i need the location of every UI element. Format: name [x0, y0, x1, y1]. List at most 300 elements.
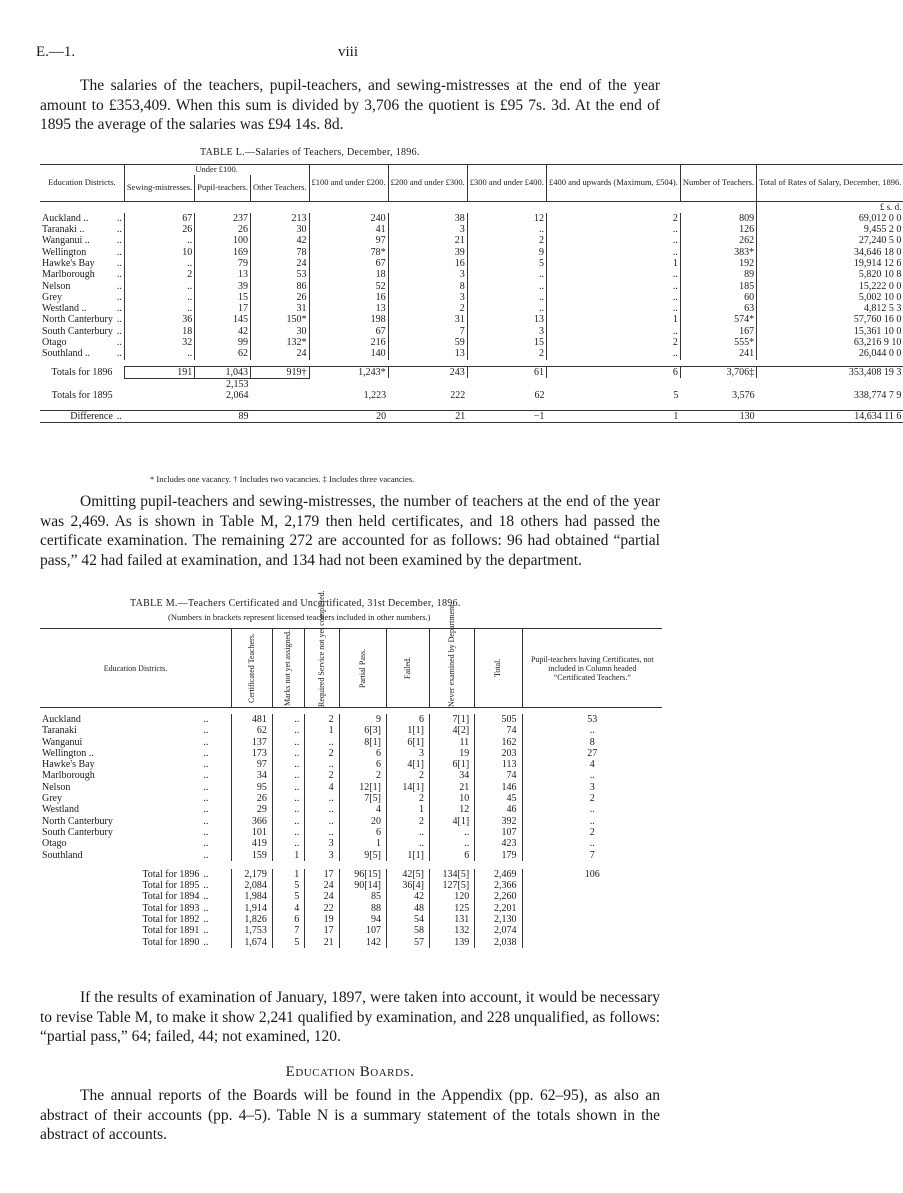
header-districts: Education Districts. [40, 165, 124, 202]
table-l-cell: 69,012 0 0 [757, 213, 903, 224]
table-m-cell: 2 [522, 793, 662, 804]
table-m-cell: 1[1] [386, 725, 429, 736]
table-m-cell: 24 [305, 880, 339, 891]
table-m-cell: .. [305, 816, 339, 827]
table-m-cell: 2 [305, 714, 339, 725]
table-m-cell: 1 [339, 838, 386, 849]
district-name: Hawke's Bay [42, 759, 95, 771]
table-m-row [40, 816, 662, 827]
table-m-cell: 131 [430, 914, 475, 925]
table-m-cell: 419 [232, 838, 273, 849]
table-l-cell: .. [116, 325, 122, 337]
table-m-cell: 159 [232, 850, 273, 861]
table-l-cell: .. [467, 303, 546, 314]
table-m-cell: 1,674 [232, 937, 273, 948]
district-name: North Canterbury [42, 314, 113, 326]
table-l-cell: 216 [309, 337, 388, 348]
table-m-cell: .. [203, 868, 209, 880]
table-l-cell: .. [116, 291, 122, 303]
district-name: Auckland .. [42, 212, 89, 224]
table-l-row [40, 281, 903, 292]
table-m-cell: 58 [386, 925, 429, 936]
table-m-cell: .. [272, 714, 304, 725]
table-l-cell: 67 [309, 326, 388, 337]
difference-total: 14,634 11 6 [757, 410, 903, 422]
table-l-cell: 9,455 2 0 [757, 224, 903, 235]
combined-row [40, 379, 903, 390]
table-m-cell: 139 [430, 937, 475, 948]
table-m-cell: 57 [386, 937, 429, 948]
table-m-cell: 26 [232, 793, 273, 804]
table-m-cell: 2,469 [475, 869, 522, 880]
district-name: Nelson [42, 280, 71, 292]
table-m-cell: 107 [475, 827, 522, 838]
table-l-cell: .. [546, 235, 680, 246]
table-m-cell: 120 [430, 891, 475, 902]
table-l-cell: 34,646 18 0 [757, 247, 903, 258]
table-m-cell: 134[5] [430, 869, 475, 880]
table-l-cell: 15 [467, 337, 546, 348]
table-m-cell: 48 [386, 903, 429, 914]
totals-1896-300: 61 [467, 366, 546, 378]
table-m-cell: 2 [522, 827, 662, 838]
table-l-cell: 150* [250, 314, 309, 325]
table-l-cell: .. [116, 212, 122, 224]
table-m-cell: 2 [305, 748, 339, 759]
table-m-cell [522, 891, 662, 902]
table-l-cell: .. [546, 348, 680, 359]
table-m-cell: 4 [522, 759, 662, 770]
table-m-cell: 74 [475, 770, 522, 781]
totals-1895-200: 222 [450, 390, 466, 402]
table-m-cell: 90[14] [339, 880, 386, 891]
table-l-row [40, 303, 903, 314]
table-l-cell: 15 [195, 292, 251, 303]
totals-1896-200: 243 [388, 366, 467, 378]
header-under-100: Under £100. [124, 165, 309, 175]
table-m-cell: .. [203, 815, 209, 827]
table-m-cell: 7[5] [339, 793, 386, 804]
table-l-cell: .. [116, 337, 122, 349]
table-m-cell: 4 [305, 782, 339, 793]
table-m-cell: .. [203, 759, 209, 771]
table-m-cell: 3 [305, 850, 339, 861]
lsd-label: £ s. d. [757, 201, 903, 213]
table-m-row [40, 782, 662, 793]
table-l-cell: 3 [388, 292, 467, 303]
table-m-cell: .. [272, 827, 304, 838]
difference-100: 20 [309, 410, 388, 422]
table-m-cell: .. [203, 826, 209, 838]
table-m-cell: 2,260 [475, 891, 522, 902]
district-name: Total for 1896 [142, 868, 200, 880]
table-m-cell: .. [272, 725, 304, 736]
table-l-cell: .. [467, 224, 546, 235]
table-m-cell: 1 [272, 869, 304, 880]
table-l-cell: 3 [388, 224, 467, 235]
header-400-upwards: £400 and upwards (Maximum, £504). [546, 165, 680, 202]
table-l-cell: 18 [309, 269, 388, 280]
totals-1896-label: Totals for 1896 [51, 366, 113, 378]
table-l-cell: 240 [309, 213, 388, 224]
table-l-cell: 26,044 0 0 [757, 348, 903, 359]
table-l-cell: 237 [195, 213, 251, 224]
table-l-cell: 3 [388, 269, 467, 280]
table-m-cell: 74 [475, 725, 522, 736]
district-name: Grey [42, 793, 62, 805]
table-m-total-row [40, 903, 662, 914]
table-m-cell: 5 [272, 891, 304, 902]
table-l-cell: .. [546, 292, 680, 303]
table-m-row [40, 737, 662, 748]
table-l [40, 164, 903, 423]
table-m-cell: .. [203, 725, 209, 737]
district-name: Marlborough [42, 269, 95, 281]
district-name: Otago [42, 838, 67, 850]
table-l-row [40, 314, 903, 325]
table-m-cell: .. [203, 902, 209, 914]
table-l-cell: 10 [124, 247, 194, 258]
table-m-cell: 4[1] [430, 816, 475, 827]
district-name: Grey [42, 291, 62, 303]
totals-1895-100: 1,223 [363, 390, 387, 402]
totals-1896-100: 1,243* [309, 366, 388, 378]
table-m-cell: .. [305, 737, 339, 748]
table-m-cell: 8[1] [339, 737, 386, 748]
header-number-teachers: Number of Teachers. [680, 165, 756, 202]
table-l-cell: 2 [546, 213, 680, 224]
table-l-cell: 36 [124, 314, 194, 325]
district-name: Marlborough [42, 770, 95, 782]
table-l-cell: 60 [680, 292, 756, 303]
page-reference: E.—1. [36, 44, 76, 60]
table-m-cell: 19 [305, 914, 339, 925]
section-title: Education Boards. [285, 1064, 415, 1080]
table-l-cell: 19,914 12 6 [757, 258, 903, 269]
table-l-row [40, 258, 903, 269]
table-m-cell: 2,130 [475, 914, 522, 925]
table-l-cell: 78 [250, 247, 309, 258]
table-l-cell: 5,820 10 8 [757, 269, 903, 280]
table-m-cell: .. [305, 793, 339, 804]
m-header-partial: Partial Pass. [357, 648, 367, 688]
district-name: South Canterbury [42, 325, 113, 337]
table-m-cell: .. [386, 827, 429, 838]
district-name: Wanganui .. [42, 235, 90, 247]
table-l-cell: .. [546, 224, 680, 235]
table-l-cell: 145 [195, 314, 251, 325]
table-m-cell: 3 [305, 838, 339, 849]
table-l-cell: 132* [250, 337, 309, 348]
totals-1896-total: 353,408 19 3 [757, 366, 903, 378]
table-m-cell: 2 [339, 770, 386, 781]
table-l-cell: 15,222 0 0 [757, 281, 903, 292]
table-m-cell: .. [203, 849, 209, 861]
table-m-total-row [40, 869, 662, 880]
table-m-cell [522, 937, 662, 948]
table-l-cell: 39 [195, 281, 251, 292]
table-l-cell: 140 [309, 348, 388, 359]
table-l-cell: 8 [388, 281, 467, 292]
table-l-cell: 30 [250, 224, 309, 235]
table-m-cell: .. [522, 804, 662, 815]
table-l-row [40, 337, 903, 348]
table-m-title: TABLE M.—Teachers Certificated and Uncertificated, 31st December, 1896. [130, 598, 461, 609]
table-l-row [40, 213, 903, 224]
header-pupil: Pupil-teachers. [195, 175, 251, 202]
table-m-cell: 12[1] [339, 782, 386, 793]
table-m-cell: 42 [386, 891, 429, 902]
table-m-cell: .. [522, 816, 662, 827]
table-l-cell: 38 [388, 213, 467, 224]
table-m-cell: 20 [339, 816, 386, 827]
district-name: Wellington [42, 246, 87, 258]
table-m-cell: 95 [232, 782, 273, 793]
table-m-row [40, 838, 662, 849]
district-name: Hawke's Bay [42, 257, 95, 269]
table-m-cell: 173 [232, 748, 273, 759]
table-m-cell: .. [430, 838, 475, 849]
table-m-cell: .. [203, 736, 209, 748]
m-header-pupil: Pupil-teachers having Certificates, not included in Column headed “Certificated Teachers.” [522, 629, 662, 708]
table-l-cell: 2 [388, 303, 467, 314]
table-m-cell: 4 [272, 903, 304, 914]
table-m-cell: .. [272, 816, 304, 827]
table-l-cell: 53 [250, 269, 309, 280]
table-l-cell: 1 [546, 258, 680, 269]
table-m-cell: 34 [232, 770, 273, 781]
table-l-cell: 7 [388, 326, 467, 337]
table-m-cell: .. [272, 793, 304, 804]
table-m-cell: 6 [386, 714, 429, 725]
table-l-cell: 2 [546, 337, 680, 348]
paragraph-boards: The annual reports of the Boards will be found in the Appendix (pp. 62–95), as also an abstract of their accounts (pp. 4–5). Table N is a summary statement of the totals shown in the abstract of accounts. [40, 1087, 660, 1143]
table-m-cell: 1 [272, 850, 304, 861]
table-m-cell: .. [522, 838, 662, 849]
difference-row [40, 410, 903, 422]
table-m-cell: 4[1] [386, 759, 429, 770]
table-m-cell: 24 [305, 891, 339, 902]
table-m-cell: 36[4] [386, 880, 429, 891]
table-l-cell: 13 [388, 348, 467, 359]
table-m-cell: .. [203, 880, 209, 892]
table-m-cell: 27 [522, 748, 662, 759]
table-m-cell: 142 [339, 937, 386, 948]
table-l-cell: 97 [309, 235, 388, 246]
table-m-cell: 1,826 [232, 914, 273, 925]
table-m-cell: 6 [430, 850, 475, 861]
table-m-cell: 94 [339, 914, 386, 925]
table-m-cell: 29 [232, 804, 273, 815]
header-200-300: £200 and under £300. [388, 165, 467, 202]
table-l-cell: 42 [195, 326, 251, 337]
page-number: viii [338, 44, 359, 60]
totals-1896-other: 919† [250, 366, 309, 378]
table-l-cell: 17 [195, 303, 251, 314]
table-l-cell: .. [467, 269, 546, 280]
table-m-cell: 2,366 [475, 880, 522, 891]
header-100-200: £100 and under £200. [309, 165, 388, 202]
table-m-cell: 2 [386, 793, 429, 804]
totals-1895-row [40, 390, 903, 401]
table-m-cell [522, 925, 662, 936]
table-l-cell: 63,216 9 10 [757, 337, 903, 348]
totals-1896-pupil: 1,043 [195, 366, 251, 378]
district-name: South Canterbury [42, 826, 113, 838]
table-l-cell: 39 [388, 247, 467, 258]
table-m-cell: 7[1] [430, 714, 475, 725]
table-m-cell: 127[5] [430, 880, 475, 891]
table-l-cell: 99 [195, 337, 251, 348]
table-m-cell: 366 [232, 816, 273, 827]
header-total-rates: Total of Rates of Salary, December, 1896. [757, 165, 903, 202]
table-l-cell: .. [467, 292, 546, 303]
table-m-cell: .. [203, 714, 209, 725]
table-l-cell: 4,812 5 3 [757, 303, 903, 314]
table-l-cell: 192 [680, 258, 756, 269]
m-header-failed: Failed. [402, 657, 412, 679]
table-m-cell: .. [305, 759, 339, 770]
table-l-cell: .. [124, 348, 194, 359]
table-l-cell: 2 [467, 348, 546, 359]
table-m-cell: 21 [305, 937, 339, 948]
table-m-cell: 2 [386, 816, 429, 827]
district-name: Taranaki [42, 725, 77, 737]
table-l-cell: .. [116, 348, 122, 360]
table-m-cell: 4[2] [430, 725, 475, 736]
table-l-footnote: * Includes one vacancy. † Includes two vacancies. ‡ Includes three vacancies. [150, 474, 415, 484]
table-m-cell: 2,074 [475, 925, 522, 936]
table-l-cell: 555* [680, 337, 756, 348]
table-l-cell: 24 [250, 258, 309, 269]
table-m-cell: 14[1] [386, 782, 429, 793]
table-l-cell: .. [546, 269, 680, 280]
table-l-cell: 1 [546, 314, 680, 325]
totals-1895-300: 62 [534, 390, 545, 402]
table-l-cell: 574* [680, 314, 756, 325]
table-m-cell: 113 [475, 759, 522, 770]
table-l-cell: 59 [388, 337, 467, 348]
table-l-cell: .. [546, 303, 680, 314]
table-m-cell: .. [203, 781, 209, 793]
table-m-cell: 45 [475, 793, 522, 804]
table-m-cell: .. [272, 737, 304, 748]
table-m-cell: .. [522, 725, 662, 736]
table-m-cell: 179 [475, 850, 522, 861]
table-l-row [40, 326, 903, 337]
totals-1895-pupil-sewing: 2,064 [225, 390, 249, 402]
table-l-cell: .. [467, 281, 546, 292]
table-m-cell: 6 [272, 914, 304, 925]
difference-200: 21 [388, 410, 467, 422]
table-m-cell: 1,984 [232, 891, 273, 902]
paragraph-certificates: Omitting pupil-teachers and sewing-mistresses, the number of teachers at the end of the year was 2,469. As is shown in Table M, 2,179 then held certificates, and 18 others had passed the certificate examination. The remaining 272 are accounted for as follows: 96 had obtained “partial pass,” 42 had failed at examination, and 134 had not been examined by the department. [40, 493, 660, 569]
table-l-cell: 241 [680, 348, 756, 359]
table-m-cell: .. [272, 804, 304, 815]
table-l-cell: 100 [195, 235, 251, 246]
table-m-cell: 88 [339, 903, 386, 914]
table-l-row [40, 269, 903, 280]
table-m-cell: 106 [522, 869, 662, 880]
table-l-row [40, 247, 903, 258]
table-l-cell: 126 [680, 224, 756, 235]
table-m-cell: 1,753 [232, 925, 273, 936]
district-name: Southland .. [42, 348, 91, 360]
difference-300: −1 [467, 410, 546, 422]
table-m-cell: 2,038 [475, 937, 522, 948]
district-name: Auckland [42, 714, 81, 725]
table-l-cell: 41 [309, 224, 388, 235]
table-m-cell: 2,179 [232, 869, 273, 880]
district-name: Wellington .. [42, 747, 94, 759]
m-header-marks: Marks not yet assigned. [283, 630, 293, 706]
table-m-cell: .. [272, 770, 304, 781]
table-m-cell: 6 [339, 748, 386, 759]
table-l-cell: 9 [467, 247, 546, 258]
difference-pupil-sewing: 89 [195, 410, 251, 422]
table-m-cell: 5 [272, 880, 304, 891]
table-m-total-row [40, 880, 662, 891]
table-l-cell: 262 [680, 235, 756, 246]
table-m-cell: 7 [272, 925, 304, 936]
table-l-cell: 13 [195, 269, 251, 280]
table-m-cell: 9[5] [339, 850, 386, 861]
table-l-cell: 5 [467, 258, 546, 269]
table-m-cell: 505 [475, 714, 522, 725]
table-m-cell: 8 [522, 737, 662, 748]
table-l-cell: .. [124, 235, 194, 246]
table-m-row [40, 725, 662, 736]
table-m-cell: .. [203, 747, 209, 759]
difference-400: 1 [546, 410, 680, 422]
table-l-cell: 169 [195, 247, 251, 258]
district-name: Westland [42, 804, 79, 816]
table-m-cell: 85 [339, 891, 386, 902]
table-m-cell [522, 903, 662, 914]
table-m-cell: 5 [272, 937, 304, 948]
totals-1896-400: 6 [546, 366, 680, 378]
table-m-cell: 2 [305, 770, 339, 781]
table-l-cell: 30 [250, 326, 309, 337]
table-m-cell: 423 [475, 838, 522, 849]
district-name: Taranaki .. [42, 224, 85, 236]
table-l-cell: 26 [195, 224, 251, 235]
table-m-cell: 11 [430, 737, 475, 748]
table-l-cell: 13 [309, 303, 388, 314]
table-l-cell: 21 [388, 235, 467, 246]
table-m-cell: 101 [232, 827, 273, 838]
table-l-cell: 24 [250, 348, 309, 359]
difference-dots: .. [115, 410, 125, 422]
table-m-cell: 4 [339, 804, 386, 815]
table-m-row [40, 714, 662, 725]
table-l-cell: 2 [467, 235, 546, 246]
table-l-cell: .. [116, 224, 122, 236]
table-l-cell: .. [546, 326, 680, 337]
table-l-cell: .. [124, 292, 194, 303]
table-m-row [40, 770, 662, 781]
table-m-cell: .. [305, 827, 339, 838]
paragraph-salaries: The salaries of the teachers, pupil-teachers, and sewing-mistresses at the end of the year amount to £353,409. When this sum is divided by 3,706 the quotient is £95 7s. 3d. At the end of 1895 the average of the salaries was £94 14s. 8d. [40, 77, 660, 133]
table-m-cell: 97 [232, 759, 273, 770]
table-m-cell: 19 [430, 748, 475, 759]
table-m-cell: .. [522, 770, 662, 781]
table-m-cell: 146 [475, 782, 522, 793]
difference-number: 130 [680, 410, 756, 422]
table-m-cell: 21 [430, 782, 475, 793]
table-l-cell: .. [116, 257, 122, 269]
table-l-cell: 15,361 10 0 [757, 326, 903, 337]
